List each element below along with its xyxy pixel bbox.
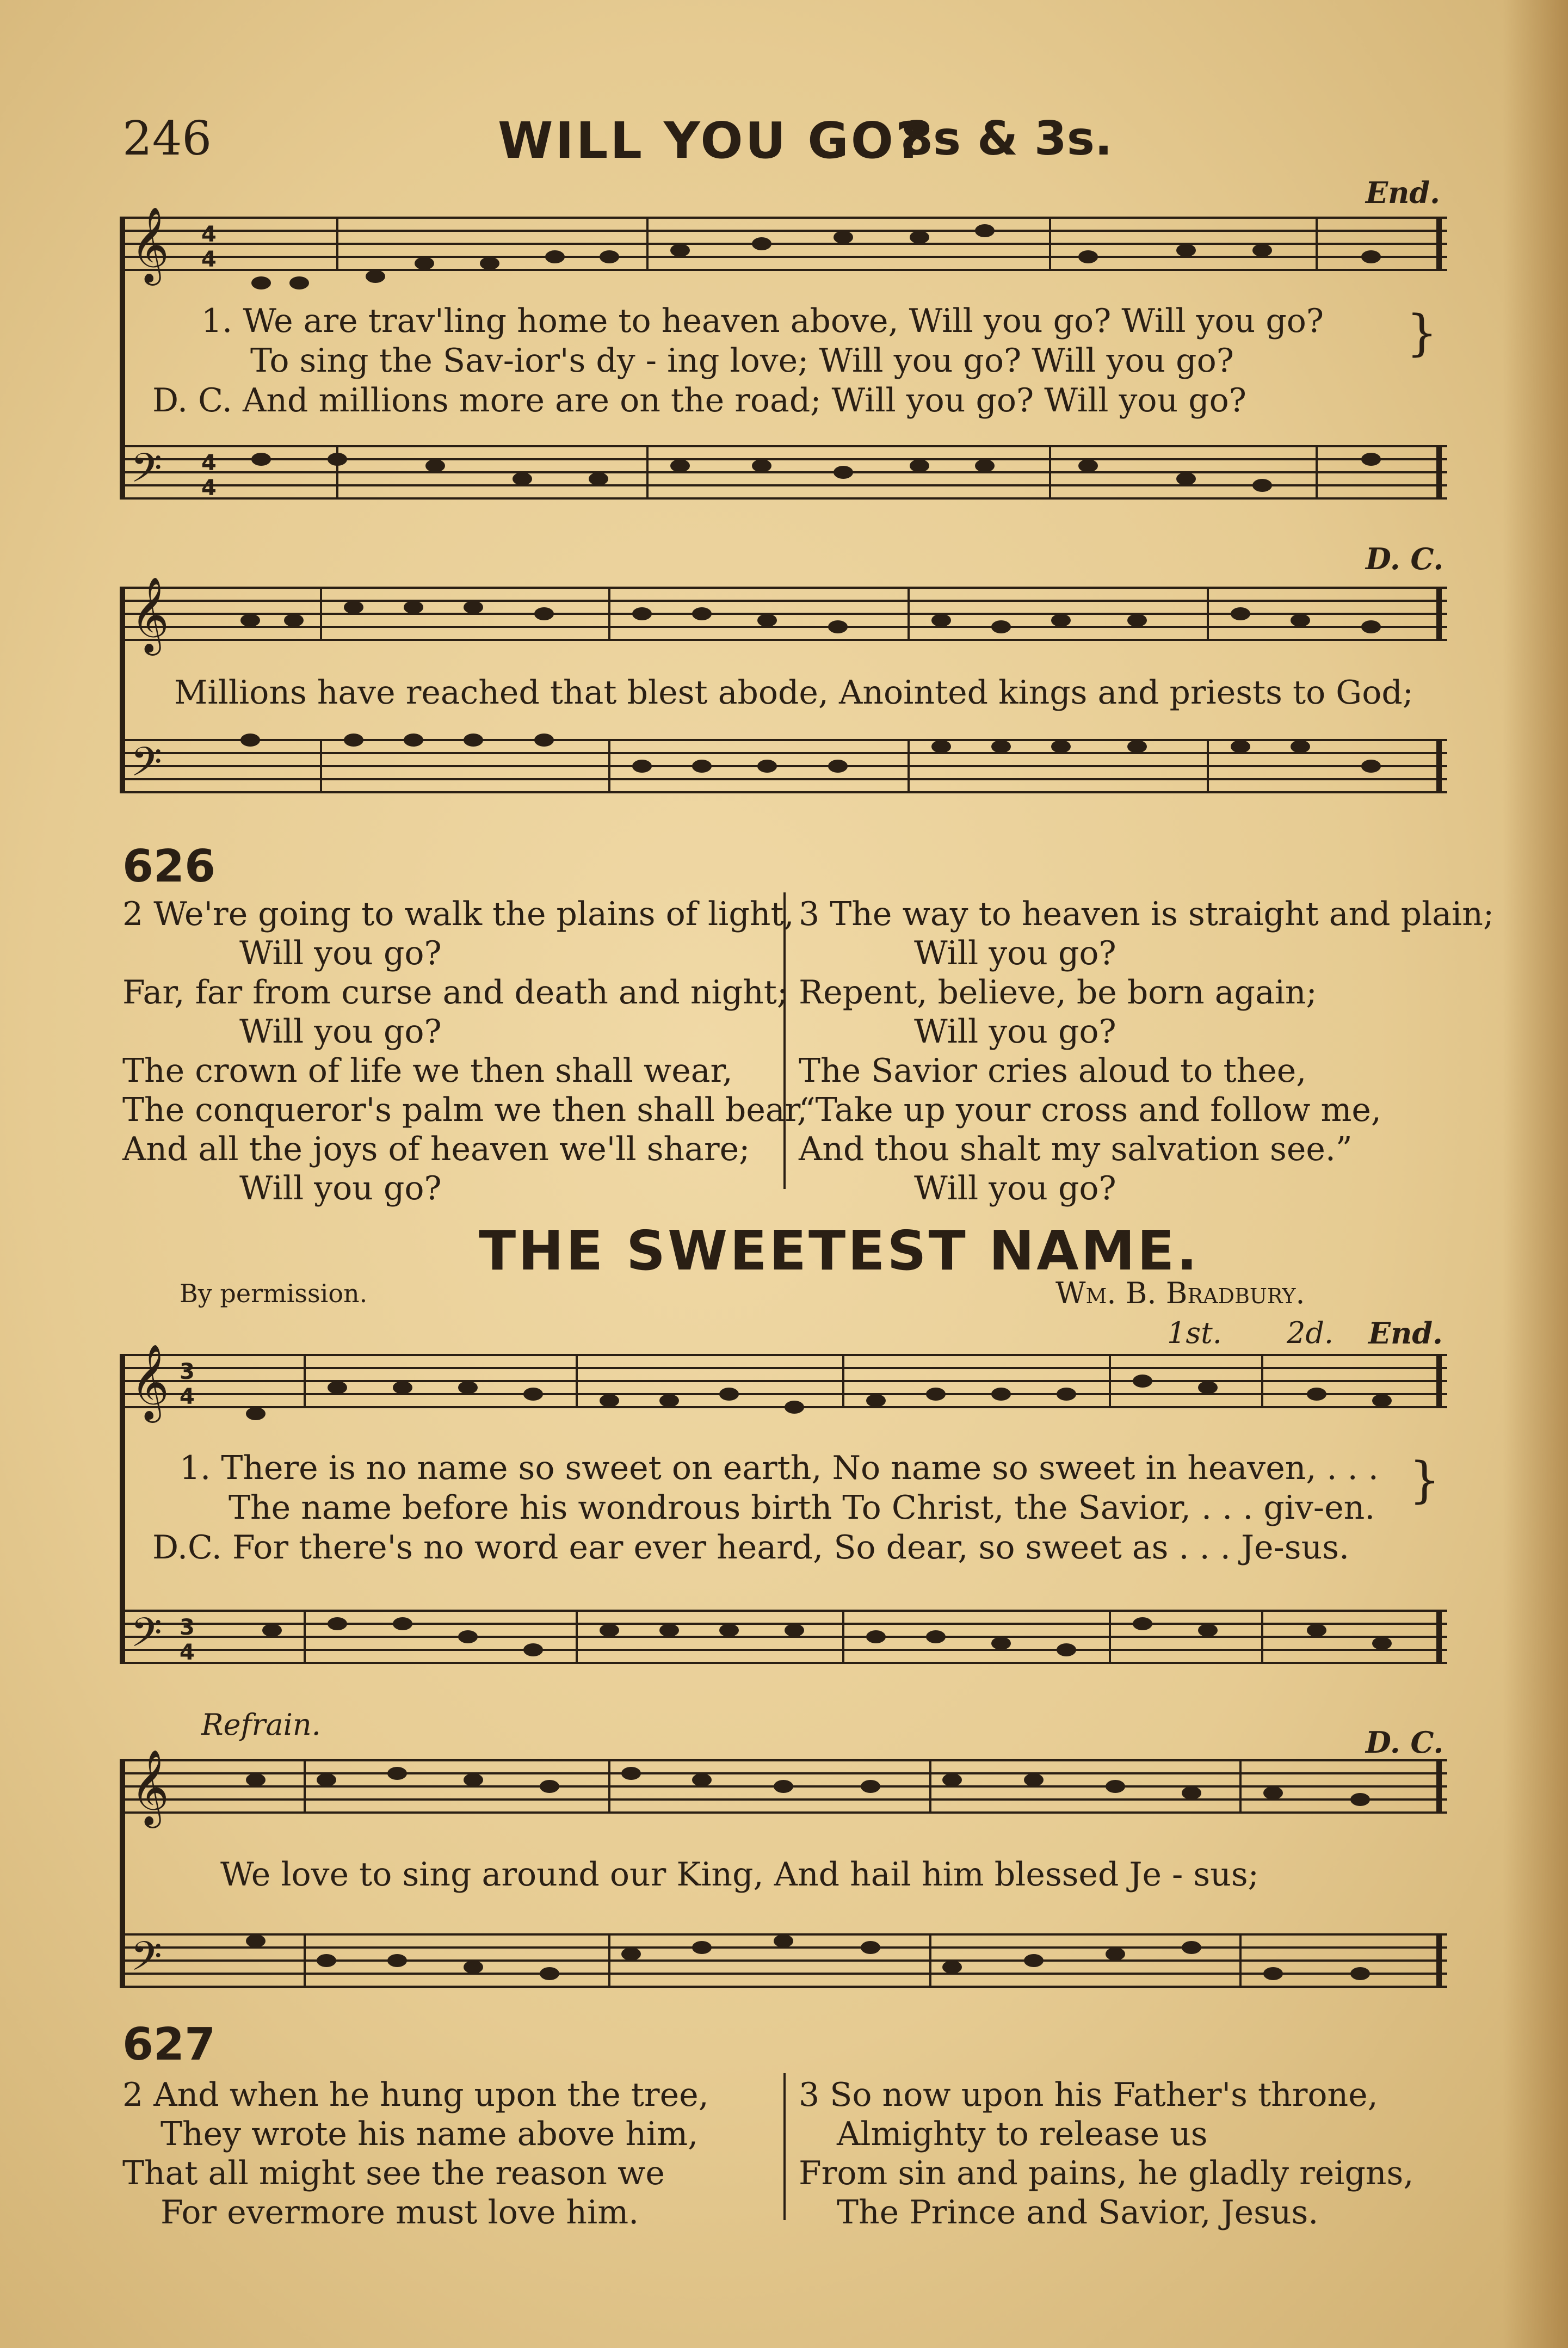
verse-2-line-8: Will you go? (239, 1169, 442, 1207)
svg-text:𝄞: 𝄞 (131, 1344, 169, 1420)
verse-627-2-line-2: They wrote his name above him, (160, 2115, 699, 2153)
verse-627-2-line-4: For evermore must love him. (160, 2193, 639, 2232)
hymn-meter: 8s & 3s. (900, 112, 1113, 166)
hymn-number-626: 626 (122, 841, 216, 892)
permission-note: By permission. (180, 1279, 368, 1308)
svg-text:𝄢: 𝄢 (131, 738, 162, 796)
verse-3-line-6: “Take up your cross and follow me, (799, 1091, 1381, 1129)
composer-credit: Wm. B. Bradbury. (1055, 1276, 1305, 1310)
refrain-label: Refrain. (201, 1708, 321, 1742)
svg-text:4: 4 (201, 476, 217, 501)
dc-mark-2: D. C. (1366, 1725, 1444, 1760)
hymn-title-sweetest-name: THE SWEETEST NAME. (479, 1219, 1200, 1283)
verse-627-3-line-4: The Prince and Savior, Jesus. (837, 2193, 1319, 2232)
sweetest-lyrics-line-3: D.C. For there's no word ear ever heard, So dear, so sweet as . . . Je-sus. (152, 1529, 1350, 1567)
first-ending-label: 1st. (1167, 1316, 1222, 1350)
second-ending-label: 2d. (1287, 1316, 1334, 1350)
verse-627-2-line-1: 2 And when he hung upon the tree, (122, 2076, 709, 2114)
svg-text:𝄢: 𝄢 (131, 445, 162, 502)
svg-text:3: 3 (180, 1615, 195, 1640)
sweetest-verse-brace: } (1409, 1452, 1441, 1509)
verse-627-3-line-3: From sin and pains, he gladly reigns, (799, 2154, 1414, 2192)
sweetest-lyrics-line-2: The name before his wondrous birth To Christ, the Savior, . . . giv-en. (229, 1489, 1375, 1527)
svg-text:𝄞: 𝄞 (131, 1749, 169, 1825)
svg-text:𝄢: 𝄢 (131, 1933, 162, 1990)
verse-brace: } (1406, 305, 1438, 362)
svg-text:4: 4 (201, 247, 217, 272)
hymn-number-627: 627 (122, 2019, 216, 2070)
verse-2-line-6: The conqueror's palm we then shall bear, (122, 1091, 807, 1129)
refrain-lyrics: We love to sing around our King, And hail him blessed Je - sus; (220, 1856, 1259, 1894)
verse-627-3-line-2: Almighty to release us (837, 2115, 1208, 2153)
end-mark: End. (1366, 175, 1440, 210)
lyrics-line-3: D. C. And millions more are on the road; Will you go? Will you go? (152, 381, 1246, 420)
svg-text:𝄞: 𝄞 (131, 577, 169, 652)
svg-text:4: 4 (180, 1384, 195, 1409)
verse-2-line-5: The crown of life we then shall wear, (122, 1052, 733, 1090)
verse-3-line-5: The Savior cries aloud to thee, (799, 1052, 1307, 1090)
svg-text:𝄢: 𝄢 (131, 1609, 162, 1666)
verse-3-line-4: Will you go? (914, 1013, 1116, 1051)
column-divider-2 (783, 2073, 786, 2220)
lyrics-line-4: Millions have reached that blest abode, Anointed kings and priests to God; (174, 674, 1413, 712)
hymn-title-will-you-go: WILL YOU GO? (498, 112, 927, 170)
svg-text:4: 4 (201, 451, 217, 476)
verse-3-line-3: Repent, believe, be born again; (799, 973, 1317, 1012)
verse-3-line-2: Will you go? (914, 934, 1116, 972)
dc-mark: D. C. (1366, 541, 1444, 576)
verse-2-line-1: 2 We're going to walk the plains of light, (122, 895, 794, 933)
verse-2-line-7: And all the joys of heaven we'll share; (122, 1130, 750, 1168)
verse-3-line-7: And thou shalt my salvation see.” (799, 1130, 1353, 1168)
verse-3-line-8: Will you go? (914, 1169, 1116, 1207)
verse-627-2-line-3: That all might see the reason we (122, 2154, 665, 2192)
verse-2-line-4: Will you go? (239, 1013, 442, 1051)
verse-2-line-3: Far, far from curse and death and night; (122, 973, 788, 1012)
svg-text:𝄞: 𝄞 (131, 207, 169, 282)
page-number: 246 (122, 112, 212, 166)
verse-3-line-1: 3 The way to heaven is straight and plain; (799, 895, 1495, 933)
verse-2-line-2: Will you go? (239, 934, 442, 972)
page-edge-shadow (1503, 0, 1568, 2348)
verse-627-3-line-1: 3 So now upon his Father's throne, (799, 2076, 1378, 2114)
svg-text:4: 4 (201, 222, 217, 247)
svg-text:4: 4 (180, 1640, 195, 1665)
end-mark-2: End. (1368, 1316, 1443, 1351)
sweetest-lyrics-line-1: 1. There is no name so sweet on earth, No name so sweet in heaven, . . . (180, 1449, 1379, 1487)
svg-text:3: 3 (180, 1359, 195, 1384)
lyrics-line-1: 1. We are trav'ling home to heaven above, Will you go? Will you go? (201, 302, 1324, 340)
column-divider (783, 892, 786, 1189)
lyrics-line-2: To sing the Sav-ior's dy - ing love; Will you go? Will you go? (250, 342, 1234, 380)
